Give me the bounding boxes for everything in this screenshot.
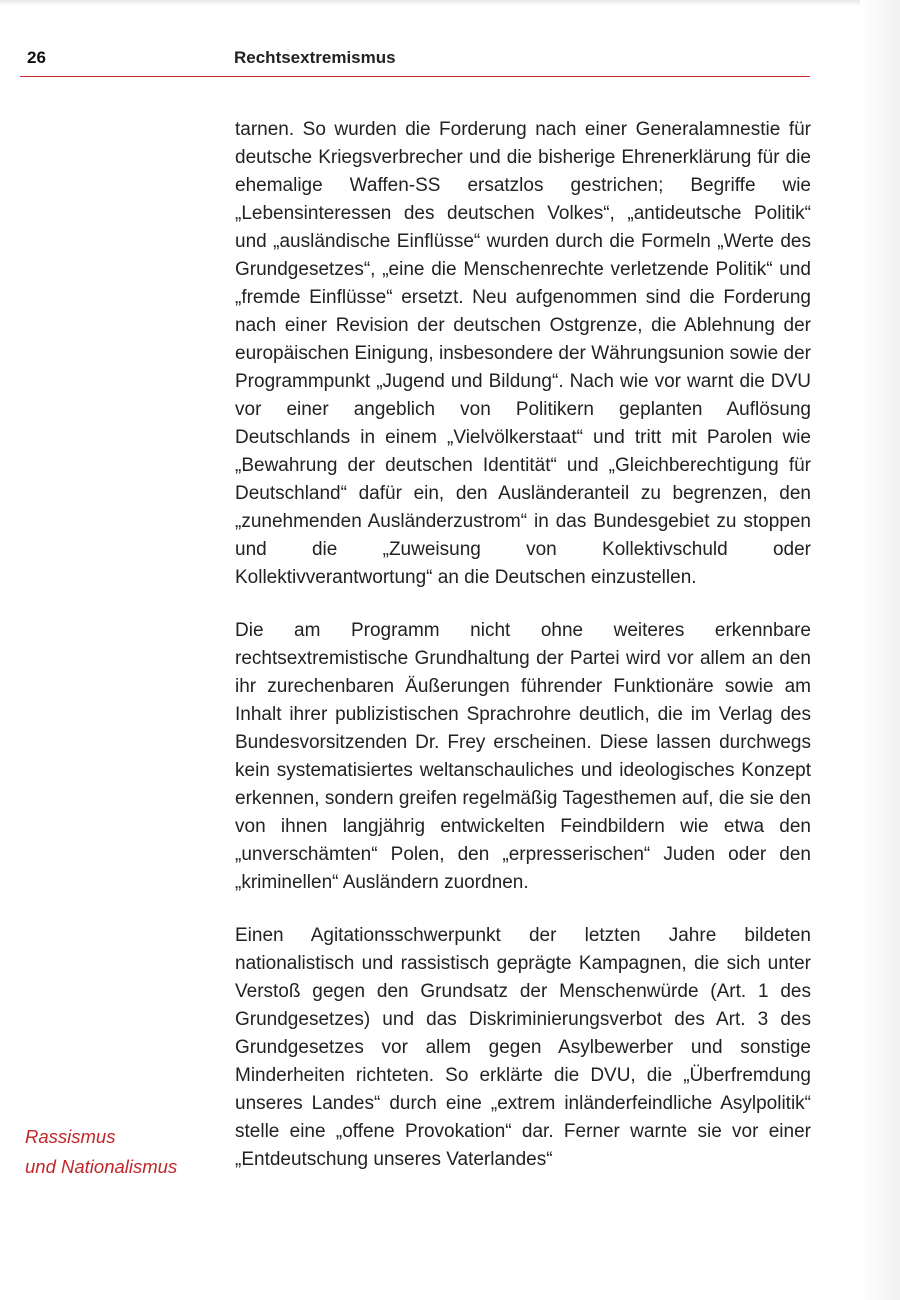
- body-text: [235, 116, 811, 1174]
- page-number: 26: [27, 48, 46, 67]
- margin-note-line-1: Rassismus: [25, 1126, 116, 1147]
- scan-top-shade: [0, 0, 900, 6]
- running-title: Rechtsextremismus: [234, 48, 396, 67]
- scan-right-shade: [860, 0, 900, 1300]
- paragraph-2: Die am Programm nicht ohne weiteres erkennbare rechtsextremistische Grundhaltung der Partei wird vor allem an den ihr zurechenbaren Äußerungen führender Funktionäre sowie am Inhalt ihrer publizistischen Sprachrohre deutlich, die im Verlag des Bundesvorsitzenden Dr. Frey erscheinen. Diese lassen durchwegs kein systematisiertes weltanschauliches und ideologisches Konzept erkennen, sondern greifen regelmäßig Tagesthemen auf, die sie den von ihnen langjährig entwickelten Feindbildern wie etwa den „unverschämten“ Polen, den „erpresserischen“ Juden oder den „kriminellen“ Ausländern zuordnen.: [235, 620, 811, 893]
- header-rule: [20, 76, 810, 77]
- margin-note-line-2: und Nationalismus: [25, 1156, 178, 1177]
- paragraph-1: tarnen. So wurden die Forderung nach einer Generalamnestie für deutsche Kriegsverbrecher und die bisherige Ehrenerklärung für die ehemalige Waffen-SS ersatzlos gestrichen; Begriffe wie „Lebensinteressen des deutschen Volkes“, „antideutsche Politik“ und „ausländische Einflüsse“ wurden durch die Formeln „Werte des Grundgesetzes“, „eine die Menschenrechte verletzende Politik“ und „fremde Einflüsse“ ersetzt. Neu aufgenommen sind die Forderung nach einer Revision der deutschen Ostgrenze, die Ablehnung der europäischen Einigung, insbesondere der Währungsunion sowie der Programmpunkt „Jugend und Bildung“. Nach wie vor warnt die DVU vor einer angeblich von Politikern geplanten Auflösung Deutschlands in einem „Vielvölkerstaat“ und tritt mit Parolen wie „Bewahrung der deutschen Identität“ und „Gleichberechtigung für Deutschland“ dafür ein, den Ausländeranteil zu begrenzen, den „zunehmenden Ausländerzustrom“ in das Bundesgebiet zu stoppen und die „Zuweisung von Kollektivschuld oder Kollektivverantwortung“ an die Deutschen einzustellen.: [235, 119, 811, 588]
- paragraph-3: Einen Agitationsschwerpunkt der letzten Jahre bildeten nationalistisch und rassistisch geprägte Kampagnen, die sich unter Verstoß gegen den Grundsatz der Menschenwürde (Art. 1 des Grundgesetzes) und das Diskriminierungsverbot des Art. 3 des Grundgesetzes vor allem gegen Asylbewerber und sonstige Minderheiten richteten. So erklärte die DVU, die „Überfremdung unseres Landes“ durch eine „extrem inländerfeindliche Asylpolitik“ stelle eine „offene Provokation“ dar. Ferner warnte sie vor einer „Entdeutschung unseres Vaterlandes“: [235, 925, 811, 1170]
- margin-note: [25, 1122, 225, 1182]
